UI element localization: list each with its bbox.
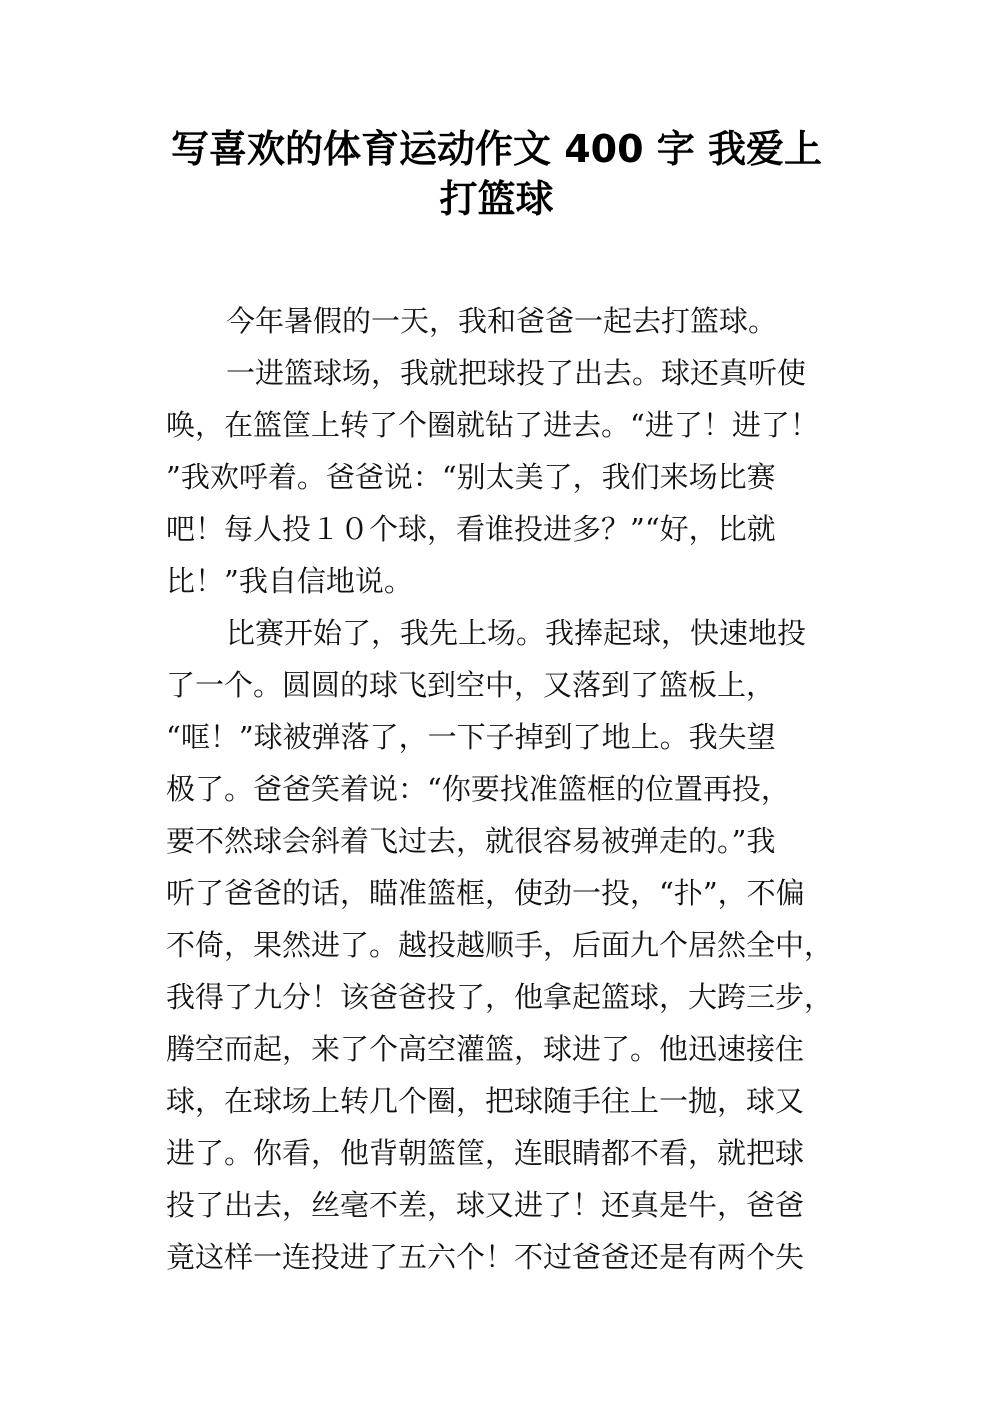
text-line: 了一个。圆圆的球飞到空中，又落到了篮板上， [166,668,776,702]
text-line: 不倚，果然进了。越投越顺手，后面九个居然全中， [166,928,834,962]
paragraph [166,347,836,607]
text-line: 一进篮球场，我就把球投了出去。球还真听使 [226,356,807,390]
paragraph [166,607,836,1283]
text-line: “哐！”球被弹落了，一下子掉到了地上。我失望 [166,720,776,754]
text-line: 投了出去，丝毫不差，球又进了！还真是牛，爸爸 [166,1188,805,1222]
text-line: 腾空而起，来了个高空灌篮，球进了。他迅速接住 [166,1032,805,1066]
text-line: 我得了九分！该爸爸投了，他拿起篮球，大跨三步， [166,980,834,1014]
text-line: 进了。你看，他背朝篮筐，连眼睛都不看，就把球 [166,1136,805,1170]
text-line: 唤，在篮筐上转了个圈就钻了进去。“进了！进了！ [166,408,819,442]
text-line: 要不然球会斜着飞过去，就很容易被弹走的。”我 [166,824,776,858]
text-line: ”我欢呼着。爸爸说：“别太美了，我们来场比赛 [166,460,776,494]
text-line: 球，在球场上转几个圈，把球随手往上一抛，球又 [166,1084,805,1118]
text-line: 今年暑假的一天，我和爸爸一起去打篮球。 [226,304,778,338]
title-line: 打篮球 [439,177,554,221]
article-body [166,295,836,1283]
title-line: 写喜欢的体育运动作文 400 字 我爱上 [170,127,822,171]
text-line: 比赛开始了，我先上场。我捧起球，快速地投 [226,616,807,650]
text-line: 吧！每人投１０个球，看谁投进多？”“好，比就 [166,512,776,546]
text-line: 比！”我自信地说。 [166,564,413,598]
paragraph [166,295,836,347]
text-line: 听了爸爸的话，瞄准篮框，使劲一投，“扑”，不偏 [166,876,805,910]
page-title [130,124,863,224]
text-line: 竟这样一连投进了五六个！不过爸爸还是有两个失 [166,1240,805,1274]
text-line: 极了。爸爸笑着说：“你要找准篮框的位置再投， [166,772,790,806]
